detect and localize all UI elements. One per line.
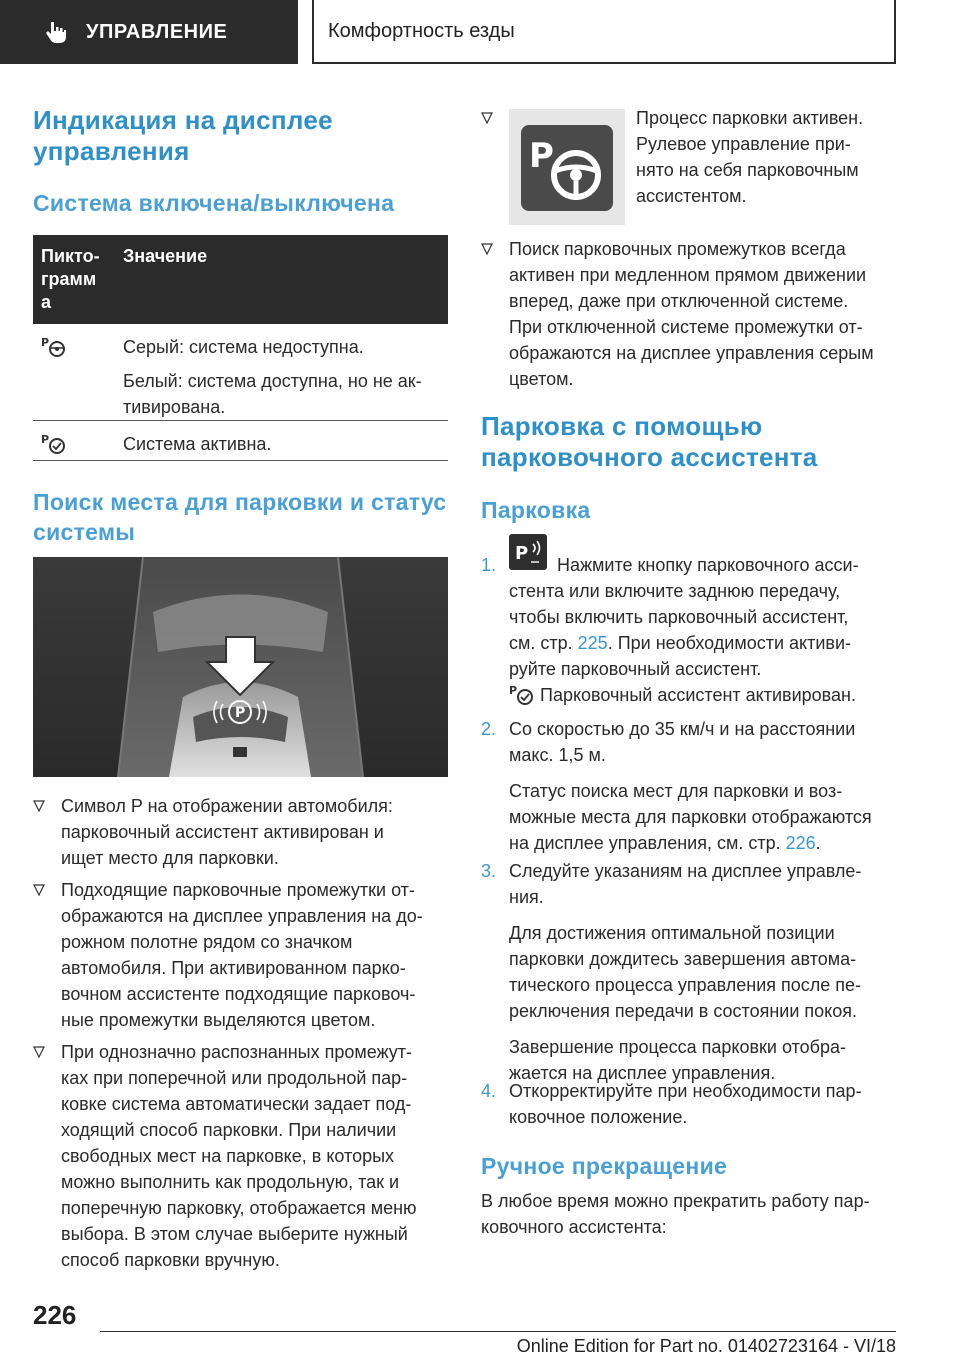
line: ображаются на дисплее управления серым [509, 343, 874, 363]
park-assist-active-icon [41, 433, 67, 455]
svg-text:P: P [515, 543, 529, 564]
step-number: 4. [481, 1081, 497, 1101]
sub-line: системы [33, 519, 136, 545]
step-number: 1. [481, 555, 497, 575]
table-header-pictogram [33, 235, 123, 324]
line: реключения передачи в состоянии покоя. [509, 1001, 857, 1021]
line: Откорректируйте при необходимости пар- [509, 1081, 862, 1101]
line: выбора. В этом случае выберите нужный [61, 1224, 408, 1244]
text: см. стр. [509, 633, 578, 653]
line: ходящий способ парковки. При наличии [61, 1120, 397, 1140]
line: Подходящие парковочные промежутки от- [61, 880, 415, 900]
line: цветом. [509, 369, 574, 389]
line: В любое время можно прекратить работу пар- [481, 1191, 870, 1211]
step-3 [509, 858, 895, 1086]
svg-text:P: P [41, 433, 50, 446]
heading-park-assist [481, 411, 895, 473]
text: на дисплее управления, см. стр. [509, 833, 786, 853]
line: вперед, даже при отключенной системе. [509, 291, 849, 311]
line: При однозначно распознанных промежут- [61, 1042, 413, 1062]
line: Для достижения оптимальной позиции [509, 923, 835, 943]
line: можно выполнить как продольную, так и [61, 1172, 400, 1192]
line: парковки дождитесь завершения автома- [509, 949, 857, 969]
heading-line1: Индикация на дисплее [33, 105, 333, 135]
line: руйте парковочный ассистент. [509, 659, 762, 679]
parking-display-image [33, 557, 448, 777]
cell-line: Белый: система доступна, но не ак- [123, 371, 422, 391]
page-link[interactable]: 225 [577, 633, 608, 653]
line: активен при медленном прямом движении [509, 265, 867, 285]
line: Статус поиска мест для парковки и воз- [509, 781, 843, 801]
park-assist-active-icon [509, 684, 535, 706]
line: ные промежутки выделяются цветом. [61, 1010, 376, 1030]
heading-line: парковочного ассистента [481, 442, 818, 472]
park-assist-icon [41, 336, 67, 358]
line: ковке система автоматически задает под- [61, 1094, 412, 1114]
line: ния. [509, 887, 544, 907]
list-item [481, 236, 895, 392]
step-number: 3. [481, 861, 497, 881]
line: вочном ассистенте подходящие парковоч- [61, 984, 416, 1004]
heading-line2: управления [33, 136, 190, 166]
subheading-system: Система включена/выключена [33, 190, 395, 216]
line: Символ P на отображении автомобиля: [61, 796, 393, 816]
page-heading [33, 105, 333, 167]
cell-icon [33, 421, 123, 460]
line: ках при поперечной или продольной пар- [61, 1068, 408, 1088]
park-assist-button-icon [509, 534, 547, 570]
line: При отключенной системе промежутки от- [509, 317, 863, 337]
table-row [33, 421, 448, 461]
cell-line: тивирована. [123, 397, 226, 417]
line: Со скоростью до 35 км/ч и на расстоянии [509, 719, 856, 739]
hand-icon [42, 18, 70, 46]
cell-line: Серый: система недоступна. [123, 337, 364, 357]
line: ковочное положение. [509, 1107, 688, 1127]
step-1-note [509, 682, 895, 708]
section-title: УПРАВЛЕНИЕ [86, 20, 228, 43]
line: Следуйте указаниям на дисплее управле- [509, 861, 862, 881]
th-line: грамм [41, 269, 97, 289]
svg-text:P: P [529, 136, 554, 176]
triangle-bullet-icon [33, 884, 45, 896]
section-tab [0, 0, 298, 64]
step-number: 2. [481, 719, 497, 739]
subheading-search [33, 487, 448, 547]
svg-text:P: P [509, 684, 518, 697]
page-number: 226 [33, 1300, 77, 1330]
triangle-bullet-icon [33, 1046, 45, 1058]
subheading-manual-stop: Ручное прекращение [481, 1153, 728, 1179]
line: Процесс парковки активен. [636, 108, 864, 128]
text: . [815, 833, 821, 853]
pictogram-table [33, 235, 448, 461]
th-line: а [41, 292, 52, 312]
step-2 [509, 716, 895, 856]
cell-text: Система активна. [123, 434, 272, 454]
line: поперечную парковку, отображается меню [61, 1198, 417, 1218]
chapter-title: Комфортность езды [328, 19, 515, 42]
line: можные места для парковки отображаются [509, 807, 872, 827]
line: Нажмите кнопку парковочного асси- [557, 555, 859, 575]
text: . При необходимости активи- [607, 633, 852, 653]
list-item [33, 793, 448, 871]
triangle-bullet-icon [481, 112, 493, 124]
line: рожном полотне рядом со значком [61, 932, 353, 952]
line [509, 630, 851, 656]
line: ищет место для парковки. [61, 848, 279, 868]
line: ассистентом. [636, 186, 747, 206]
sub-line: Поиск места для парковки и статус [33, 489, 447, 515]
line [509, 830, 895, 856]
triangle-bullet-icon [33, 800, 45, 812]
table-header-meaning: Значение [123, 246, 208, 266]
chapter-tab [312, 0, 896, 64]
line: ковочного ассистента: [481, 1217, 667, 1237]
line: стента или включите заднюю передачу, [509, 581, 841, 601]
page-link[interactable]: 226 [785, 833, 816, 853]
line: нято на себя парковочным [636, 160, 859, 180]
line: чтобы включить парковочный ассистент, [509, 607, 849, 627]
table-header [33, 235, 448, 324]
cell-icon [33, 324, 123, 420]
footer-edition: Online Edition for Part no. 01402723164 - VI/18 [516, 1336, 896, 1356]
paragraph [481, 1188, 895, 1240]
line: свободных мест на парковке, в которых [61, 1146, 395, 1166]
th-line: Пикто- [41, 246, 100, 266]
triangle-bullet-icon [481, 243, 493, 255]
line: парковочный ассистент активирован и [61, 822, 384, 842]
line: макс. 1,5 м. [509, 745, 606, 765]
line: Рулевое управление при- [636, 134, 851, 154]
list-item [33, 877, 448, 1033]
line: способ парковки вручную. [61, 1250, 280, 1270]
line: Завершение процесса парковки отобра- [509, 1037, 846, 1057]
step-4 [509, 1078, 895, 1130]
subheading-parking: Парковка [481, 497, 591, 523]
line: жается на дисплее управления. [509, 1063, 776, 1083]
line: Парковочный ассистент активирован. [540, 685, 856, 705]
table-row [33, 324, 448, 421]
line: автомобиля. При активированном парко- [61, 958, 406, 978]
heading-line: Парковка с помощью [481, 411, 763, 441]
footer-divider [100, 1331, 896, 1332]
cell-text [123, 324, 448, 420]
list-item [481, 105, 895, 225]
svg-text:P: P [235, 705, 246, 721]
line: ображаются на дисплее управления на до- [61, 906, 423, 926]
line: Поиск парковочных промежутков всегда [509, 239, 846, 259]
list-item [33, 1039, 448, 1273]
svg-text:P: P [41, 336, 50, 349]
line: тического процесса управления после пе- [509, 975, 862, 995]
steering-assist-icon [509, 109, 625, 225]
